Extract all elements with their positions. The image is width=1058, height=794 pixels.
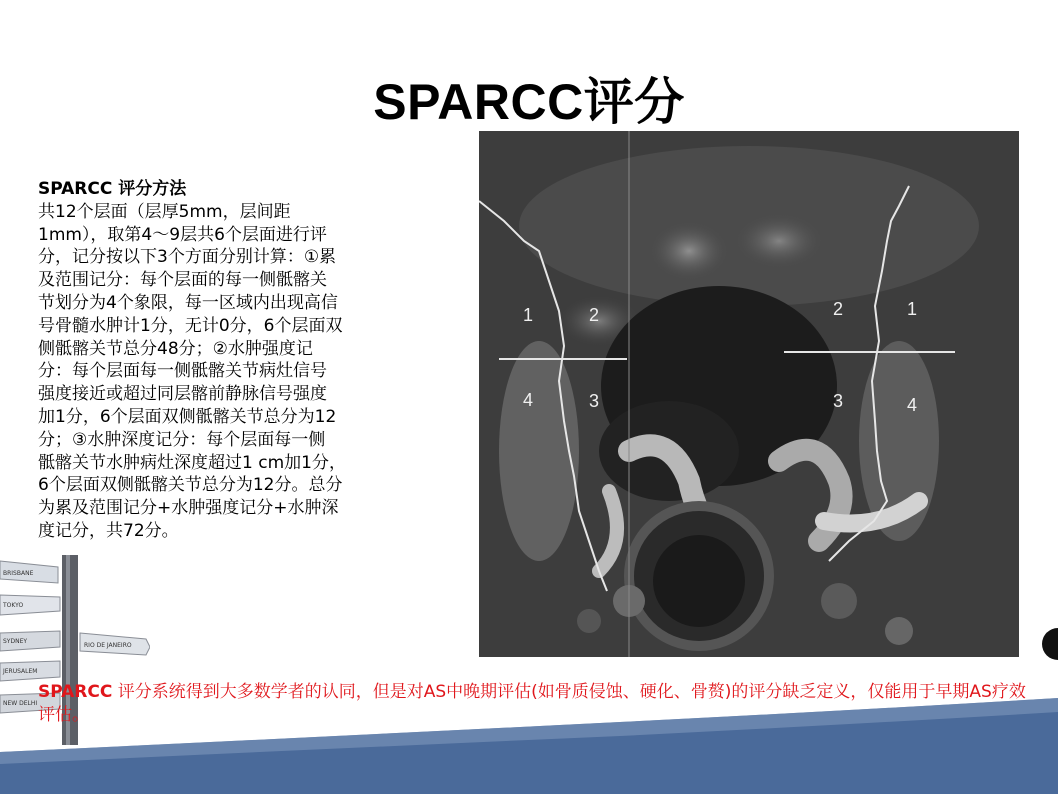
- quadrant-label: 3: [589, 391, 600, 411]
- quadrant-label: 2: [833, 299, 844, 319]
- quadrant-label: 1: [907, 299, 918, 319]
- svg-text:RIO DE JANEIRO: RIO DE JANEIRO: [84, 642, 132, 649]
- evaluation-note: [38, 681, 1028, 727]
- slide-title: SPARCC评分: [373, 74, 685, 130]
- svg-text:NEW DELHI: NEW DELHI: [3, 700, 38, 707]
- svg-text:BRISBANE: BRISBANE: [3, 570, 34, 577]
- method-text-block: [38, 178, 466, 543]
- edge-decoration: [1010, 620, 1058, 668]
- quadrant-label: 1: [523, 305, 534, 325]
- svg-text:TOKYO: TOKYO: [3, 602, 24, 609]
- quadrant-label: 2: [589, 305, 600, 325]
- note-text: 评分系统得到大多数学者的认同，但是对AS中晚期评估(如骨质侵蚀、硬化、骨赘)的评分缺乏定义，仅能用于早期AS疗效评估。: [38, 682, 1026, 725]
- svg-text:JERUSALEM: JERUSALEM: [3, 668, 38, 675]
- mri-image: [479, 131, 1019, 657]
- quadrant-label: 4: [907, 395, 918, 415]
- method-heading: SPARCC 评分方法: [38, 179, 187, 199]
- quadrant-label: 4: [523, 390, 534, 410]
- svg-text:SYDNEY: SYDNEY: [3, 638, 28, 645]
- note-abbr: SPARCC: [38, 682, 113, 702]
- method-body: 共12个层面（层厚5mm，层间距 1mm），取第4～9层共6个层面进行评 分，记分按以下3个方面分别计算：①累 及范围记分：每个层面的每一侧骶髂关 节划分为4个象限，每一区域内出现高信 号骨髓水肿计1分，无计0分，6个层面双 侧骶髂关节总分48分；②水肿强度记 分：每个层面每一侧骶髂关节病灶信号 强度接近或超过同层髂前静脉信号强度 加1分，6个层面双侧骶髂关节总分为12 分；③水肿深度记分：每个层面每一侧 骶髂关节水肿病灶深度超过1 cm加1分， 6个层面双侧骶髂关节总分为12分。总分 为累及范围记分+水肿强度记分+水肿深 度记分，共72分。: [38, 201, 346, 541]
- quadrant-label: 3: [833, 391, 844, 411]
